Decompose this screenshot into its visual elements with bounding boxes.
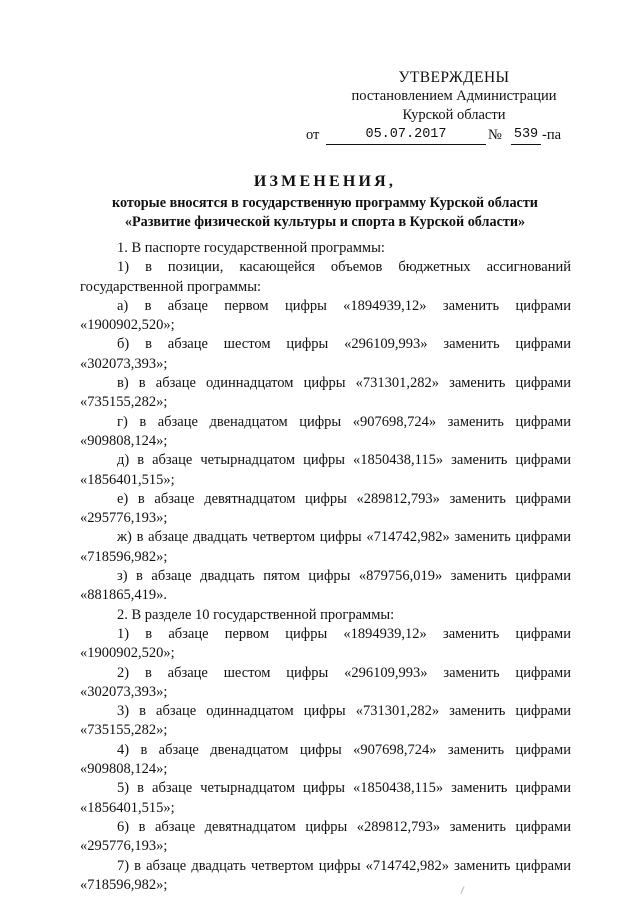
paragraph: 1) в позиции, касающейся объемов бюджетных ассигнований государственной программы: — [80, 259, 571, 295]
approval-number: 539 — [511, 126, 541, 145]
paragraph: 1) в абзаце первом цифры «1894939,12» заменить цифрами «1900902,520»; — [80, 625, 571, 662]
from-label: от — [306, 127, 320, 143]
paragraph: ж) в абзаце двадцать четвертом цифры «714742,982» заменить цифрами «718596,982»; — [80, 529, 571, 565]
subtitle-line-1: которые вносятся в государственную программу Курской области — [112, 195, 538, 211]
paragraph: з) в абзаце двадцать пятом цифры «879756,019» заменить цифрами «881865,419». — [80, 568, 571, 604]
paragraph: а) в абзаце первом цифры «1894939,12» заменить цифрами «1900902,520»; — [80, 297, 571, 334]
paragraph: 5) в абзаце четырнадцатом цифры «1850438,115» заменить цифрами «1856401,515»; — [80, 780, 571, 816]
paragraph: 3) в абзаце одиннадцатом цифры «731301,282» заменить цифрами «735155,282»; — [80, 703, 571, 739]
paragraph: 1. В паспорте государственной программы: — [117, 240, 385, 256]
paragraph: д) в абзаце четырнадцатом цифры «1850438,115» заменить цифрами «1856401,515»; — [80, 452, 571, 488]
paragraph: 6) в абзаце девятнадцатом цифры «289812,793» заменить цифрами «295776,193»; — [80, 818, 571, 855]
document-title: ИЗМЕНЕНИЯ, — [253, 173, 397, 190]
approval-heading: УТВЕРЖДЕНЫ — [398, 69, 510, 86]
document-body — [80, 239, 571, 895]
paragraph: г) в абзаце двенадцатом цифры «907698,724» заменить цифрами «909808,124»; — [80, 413, 571, 449]
paragraph: е) в абзаце девятнадцатом цифры «289812,793» заменить цифрами «295776,193»; — [80, 490, 571, 527]
number-label: № — [488, 127, 502, 143]
paragraph: в) в абзаце одиннадцатом цифры «731301,282» заменить цифрами «735155,282»; — [80, 375, 571, 411]
subtitle-line-2: «Развитие физической культуры и спорта в Курской области» — [124, 214, 526, 230]
document-subtitle — [80, 194, 570, 232]
approval-line-1: постановлением Администрации — [351, 88, 557, 104]
paragraph: б) в абзаце шестом цифры «296109,993» заменить цифрами «302073,393»; — [80, 336, 571, 372]
number-suffix: -па — [542, 127, 562, 143]
approval-date-line — [304, 126, 604, 146]
paragraph: 7) в абзаце двадцать четвертом цифры «714742,982» заменить цифрами «718596,982»; — [80, 857, 571, 893]
paragraph: 4) в абзаце двенадцатом цифры «907698,724» заменить цифрами «909808,124»; — [80, 741, 571, 778]
approval-line-2: Курской области — [402, 107, 506, 123]
approval-date: 05.07.2017 — [326, 126, 486, 145]
paragraph: 2) в абзаце шестом цифры «296109,993» заменить цифрами «302073,393»; — [80, 664, 571, 700]
paragraph: 2. В разделе 10 государственной программы: — [117, 606, 395, 623]
approval-block — [304, 68, 604, 146]
